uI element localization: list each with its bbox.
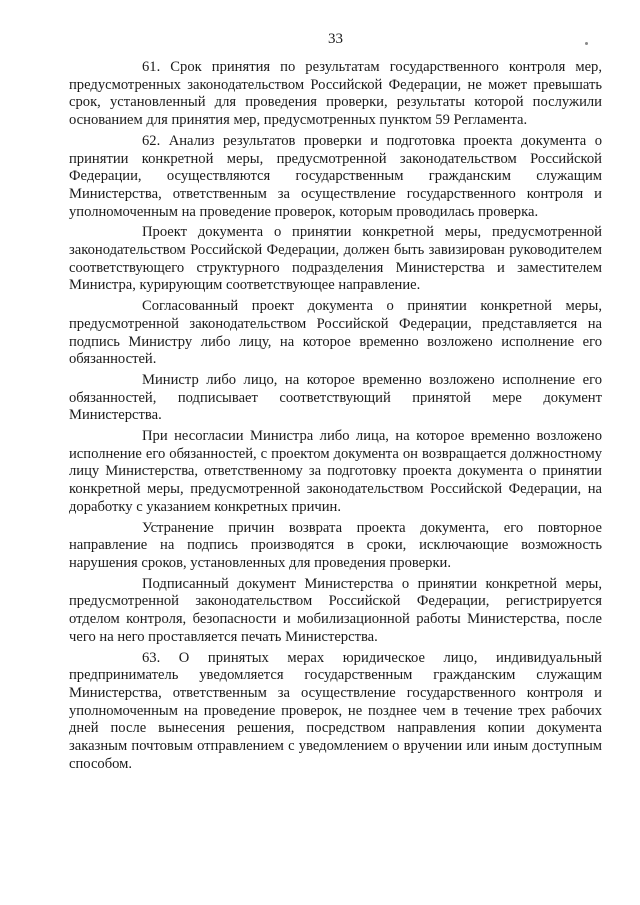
paragraph-draft-signing: Согласованный проект документа о принятии конкретной меры, предусмотренной законодательством Российской Федерации, представляется на подпись Министру либо лицу, на которое временно возложено исполнение его обязанностей. — [69, 298, 602, 368]
paragraph-draft-approval: Проект документа о принятии конкретной меры, предусмотренной законодательством Российской Федерации, должен быть завизирован руководителем соответствующего структурного подразделения Министерства и заместителем Министра, курирующим соответствующее направление. — [69, 224, 602, 294]
scan-dot-mark — [585, 42, 588, 45]
page-number: 33 — [328, 31, 343, 47]
paragraph-return-elimination: Устранение причин возврата проекта документа, его повторное направление на подпись производятся в сроки, исключающие возможность нарушения сроков, установленных для проведения проверки. — [69, 519, 602, 571]
paragraph-63: 63. О принятых мерах юридическое лицо, индивидуальный предприниматель уведомляется государственным гражданским служащим Министерства, ответственным за осуществление государственного контроля и уполномоченным на проведение проверок, не позднее чем в течение трех рабочих дней после вынесения решения, посредством направления копии документа заказным почтовым отправлением с уведомлением о вручении или иным доступным способом. — [69, 649, 602, 772]
paragraph-62: 62. Анализ результатов проверки и подготовка проекта документа о принятии конкретной меры, предусмотренной законодательством Российской Федерации, осуществляются государственным гражданским служащим Министерства, ответственным за осуществление государственного контроля и уполномоченным на проведение проверок, которым проводилась проверка. — [69, 132, 602, 220]
paragraph-disagreement: При несогласии Министра либо лица, на которое временно возложено исполнение его обязанностей, с проектом документа он возвращается должностному лицу Министерства, ответственному за подготовку проекта документа о принятии конкретной меры, предусмотренной законодательством Российской Федерации, на доработку с указанием конкретных причин. — [69, 428, 602, 515]
paragraph-61: 61. Срок принятия по результатам государственного контроля мер, предусмотренных законодательством Российской Федерации, не может превышать срок, установленный для проведения проверки, результаты которой послужили основанием для принятия мер, предусмотренных пунктом 59 Регламента. — [69, 59, 602, 129]
paragraph-minister-signs: Министр либо лицо, на которое временно возложено исполнение его обязанностей, подписывает соответствующий принятой мере документ Министерства. — [69, 371, 602, 424]
paragraph-registration: Подписанный документ Министерства о принятии конкретной меры, предусмотренной законодательством Российской Федерации, регистрируется отделом контроля, безопасности и мобилизационной работы Министерства, после чего на него проставляется печать Министерства. — [69, 575, 602, 645]
